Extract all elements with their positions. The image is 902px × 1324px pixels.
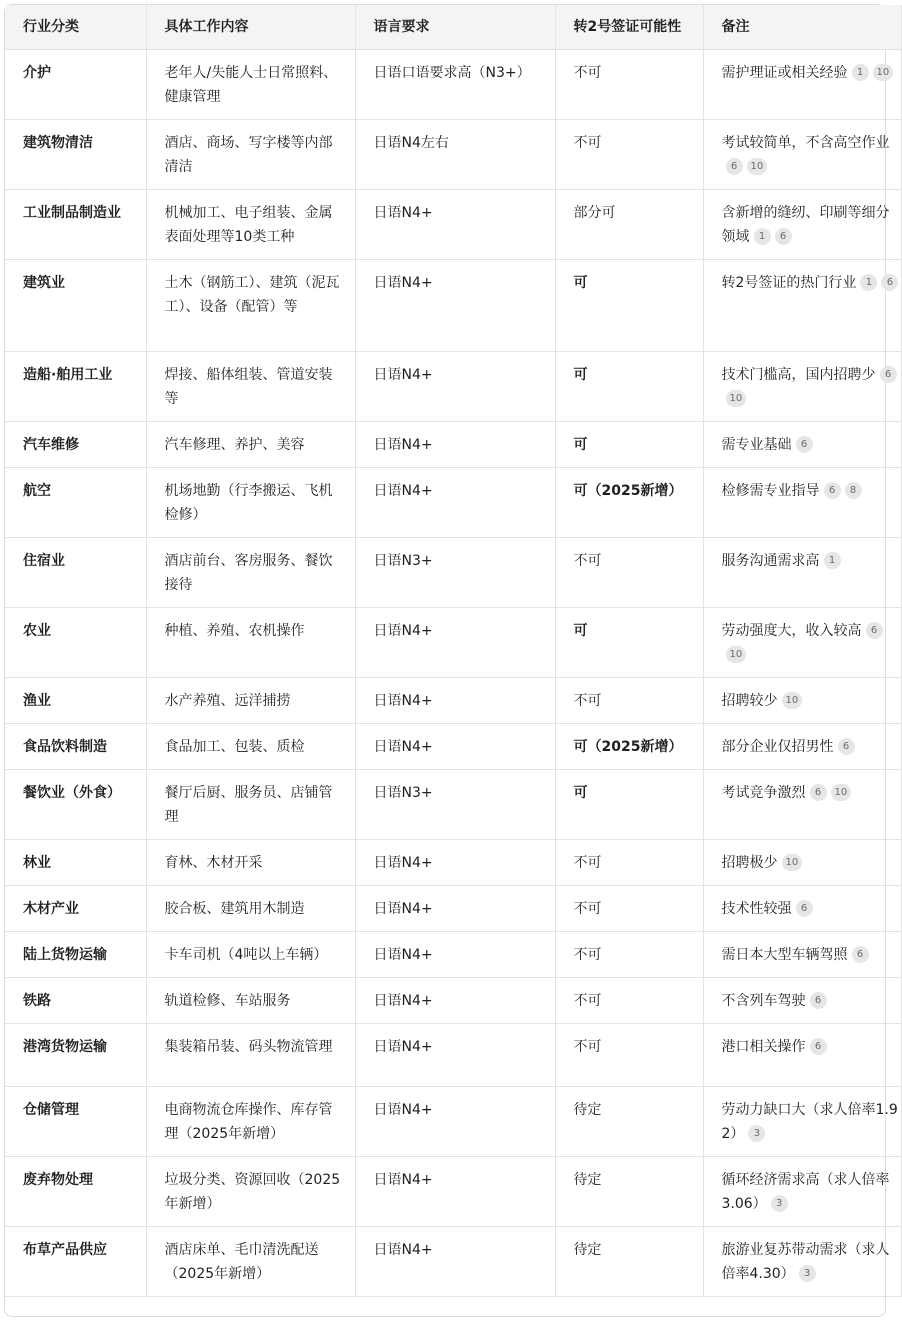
cell-language: 日语N4+ bbox=[355, 724, 555, 770]
cell-transfer: 待定 bbox=[555, 1087, 703, 1157]
cell-transfer: 不可 bbox=[555, 678, 703, 724]
cell-transfer: 可 bbox=[555, 770, 703, 840]
cell-industry: 食品饮料制造 bbox=[5, 724, 146, 770]
cell-note bbox=[703, 724, 901, 770]
cell-note bbox=[703, 886, 901, 932]
table-row bbox=[5, 1024, 901, 1087]
cell-language: 日语N4+ bbox=[355, 352, 555, 422]
cell-language: 日语口语要求高（N3+） bbox=[355, 50, 555, 120]
cell-transfer: 不可 bbox=[555, 538, 703, 608]
cell-content: 胶合板、建筑用木制造 bbox=[146, 886, 355, 932]
cell-note bbox=[703, 190, 901, 260]
cell-note bbox=[703, 678, 901, 724]
cell-note bbox=[703, 260, 901, 352]
column-header-industry: 行业分类 bbox=[5, 5, 146, 50]
cell-language: 日语N4+ bbox=[355, 468, 555, 538]
citation-badge[interactable]: 6 bbox=[880, 366, 897, 383]
cell-note bbox=[703, 978, 901, 1024]
table-row bbox=[5, 724, 901, 770]
cell-transfer: 可（2025新增） bbox=[555, 468, 703, 538]
cell-note bbox=[703, 932, 901, 978]
citation-badge[interactable]: 10 bbox=[747, 158, 768, 175]
cell-content: 酒店、商场、写字楼等内部清洁 bbox=[146, 120, 355, 190]
cell-language: 日语N3+ bbox=[355, 770, 555, 840]
table-row bbox=[5, 422, 901, 468]
citation-badge[interactable]: 3 bbox=[799, 1265, 816, 1282]
cell-language: 日语N4+ bbox=[355, 260, 555, 352]
cell-industry: 农业 bbox=[5, 608, 146, 678]
note-text: 旅游业复苏带动需求（求人倍率4.30） bbox=[721, 1242, 890, 1282]
note-text: 需专业基础 bbox=[721, 437, 792, 453]
note-text: 服务沟通需求高 bbox=[721, 553, 820, 569]
cell-language: 日语N4+ bbox=[355, 608, 555, 678]
note-text: 考试竞争激烈 bbox=[721, 785, 806, 801]
table-row bbox=[5, 50, 901, 120]
cell-language: 日语N4+ bbox=[355, 190, 555, 260]
citation-badge[interactable]: 3 bbox=[748, 1125, 765, 1142]
cell-industry: 餐饮业（外食） bbox=[5, 770, 146, 840]
citation-badge[interactable]: 8 bbox=[845, 482, 862, 499]
note-text: 需护理证或相关经验 bbox=[721, 65, 848, 81]
cell-language: 日语N4+ bbox=[355, 1024, 555, 1087]
cell-language: 日语N4+ bbox=[355, 1227, 555, 1297]
cell-content: 电商物流仓库操作、库存管理（2025年新增） bbox=[146, 1087, 355, 1157]
cell-content: 轨道检修、车站服务 bbox=[146, 978, 355, 1024]
cell-content: 焊接、船体组装、管道安装等 bbox=[146, 352, 355, 422]
citation-badge[interactable]: 6 bbox=[775, 228, 792, 245]
cell-industry: 建筑物清洁 bbox=[5, 120, 146, 190]
note-text: 需日本大型车辆驾照 bbox=[721, 947, 848, 963]
cell-note bbox=[703, 120, 901, 190]
cell-industry: 陆上货物运输 bbox=[5, 932, 146, 978]
cell-industry: 仓储管理 bbox=[5, 1087, 146, 1157]
table-row bbox=[5, 1087, 901, 1157]
table-header-row bbox=[5, 5, 901, 50]
cell-transfer: 不可 bbox=[555, 886, 703, 932]
cell-content: 酒店前台、客房服务、餐饮接待 bbox=[146, 538, 355, 608]
citation-badge[interactable]: 6 bbox=[810, 784, 827, 801]
note-text: 港口相关操作 bbox=[721, 1039, 806, 1055]
cell-note bbox=[703, 50, 901, 120]
cell-content: 机场地勤（行李搬运、飞机检修） bbox=[146, 468, 355, 538]
cell-industry: 渔业 bbox=[5, 678, 146, 724]
table-row bbox=[5, 1157, 901, 1227]
note-text: 部分企业仅招男性 bbox=[721, 739, 834, 755]
table-row bbox=[5, 190, 901, 260]
column-header-language: 语言要求 bbox=[355, 5, 555, 50]
cell-content: 垃圾分类、资源回收（2025年新增） bbox=[146, 1157, 355, 1227]
note-text: 劳动力缺口大（求人倍率1.92） bbox=[721, 1102, 898, 1142]
cell-industry: 林业 bbox=[5, 840, 146, 886]
citation-badge[interactable]: 10 bbox=[873, 64, 894, 81]
cell-language: 日语N4+ bbox=[355, 1157, 555, 1227]
citation-badge[interactable]: 10 bbox=[782, 854, 803, 871]
cell-language: 日语N4+ bbox=[355, 422, 555, 468]
cell-content: 老年人/失能人士日常照料、健康管理 bbox=[146, 50, 355, 120]
cell-industry: 航空 bbox=[5, 468, 146, 538]
cell-transfer: 待定 bbox=[555, 1157, 703, 1227]
note-text: 技术性较强 bbox=[721, 901, 792, 917]
cell-transfer: 不可 bbox=[555, 932, 703, 978]
cell-content: 餐厅后厨、服务员、店铺管理 bbox=[146, 770, 355, 840]
cell-transfer: 可 bbox=[555, 260, 703, 352]
citation-badge[interactable]: 1 bbox=[824, 552, 841, 569]
citation-badge[interactable]: 6 bbox=[796, 900, 813, 917]
citation-badge[interactable]: 10 bbox=[726, 646, 747, 663]
table-row bbox=[5, 608, 901, 678]
column-header-transfer: 转2号签证可能性 bbox=[555, 5, 703, 50]
cell-content: 育林、木材开采 bbox=[146, 840, 355, 886]
cell-note bbox=[703, 1024, 901, 1087]
cell-transfer: 可 bbox=[555, 352, 703, 422]
table-row bbox=[5, 978, 901, 1024]
cell-note bbox=[703, 468, 901, 538]
cell-transfer: 部分可 bbox=[555, 190, 703, 260]
cell-note bbox=[703, 1227, 901, 1297]
citation-badge[interactable]: 6 bbox=[852, 946, 869, 963]
table-row bbox=[5, 770, 901, 840]
cell-industry: 介护 bbox=[5, 50, 146, 120]
cell-industry: 造船·舶用工业 bbox=[5, 352, 146, 422]
cell-note bbox=[703, 1087, 901, 1157]
cell-language: 日语N4+ bbox=[355, 978, 555, 1024]
citation-badge[interactable]: 6 bbox=[810, 992, 827, 1009]
cell-note bbox=[703, 608, 901, 678]
cell-language: 日语N4左右 bbox=[355, 120, 555, 190]
citation-badge[interactable]: 10 bbox=[782, 692, 803, 709]
table-row bbox=[5, 260, 901, 352]
cell-content: 机械加工、电子组装、金属表面处理等10类工种 bbox=[146, 190, 355, 260]
cell-language: 日语N3+ bbox=[355, 538, 555, 608]
column-header-content: 具体工作内容 bbox=[146, 5, 355, 50]
table-body bbox=[5, 50, 901, 1297]
cell-industry: 废弃物处理 bbox=[5, 1157, 146, 1227]
cell-note bbox=[703, 538, 901, 608]
cell-industry: 住宿业 bbox=[5, 538, 146, 608]
table-row bbox=[5, 678, 901, 724]
citation-badge[interactable]: 1 bbox=[852, 64, 869, 81]
cell-content: 水产养殖、远洋捕捞 bbox=[146, 678, 355, 724]
cell-transfer: 不可 bbox=[555, 840, 703, 886]
note-text: 不含列车驾驶 bbox=[721, 993, 806, 1009]
citation-badge[interactable]: 6 bbox=[726, 158, 743, 175]
citation-badge[interactable]: 1 bbox=[754, 228, 771, 245]
citation-badge[interactable]: 6 bbox=[838, 738, 855, 755]
note-text: 招聘极少 bbox=[721, 855, 778, 871]
cell-content: 卡车司机（4吨以上车辆） bbox=[146, 932, 355, 978]
cell-transfer: 可 bbox=[555, 422, 703, 468]
cell-note bbox=[703, 840, 901, 886]
industry-table bbox=[5, 5, 902, 1297]
cell-transfer: 不可 bbox=[555, 50, 703, 120]
citation-badge[interactable]: 6 bbox=[796, 436, 813, 453]
cell-transfer: 不可 bbox=[555, 978, 703, 1024]
table-row bbox=[5, 840, 901, 886]
note-text: 招聘较少 bbox=[721, 693, 778, 709]
citation-badge[interactable]: 10 bbox=[831, 784, 852, 801]
cell-industry: 工业制品制造业 bbox=[5, 190, 146, 260]
cell-content: 集装箱吊装、码头物流管理 bbox=[146, 1024, 355, 1087]
table-row bbox=[5, 932, 901, 978]
citation-badge[interactable]: 1 bbox=[860, 274, 877, 291]
table-row bbox=[5, 886, 901, 932]
citation-badge[interactable]: 6 bbox=[824, 482, 841, 499]
cell-industry: 港湾货物运输 bbox=[5, 1024, 146, 1087]
cell-transfer: 不可 bbox=[555, 120, 703, 190]
citation-badge[interactable]: 3 bbox=[771, 1195, 788, 1212]
cell-content: 种植、养殖、农机操作 bbox=[146, 608, 355, 678]
cell-industry: 布草产品供应 bbox=[5, 1227, 146, 1297]
cell-content: 汽车修理、养护、美容 bbox=[146, 422, 355, 468]
cell-industry: 铁路 bbox=[5, 978, 146, 1024]
table-row bbox=[5, 468, 901, 538]
note-text: 考试较简单，不含高空作业 bbox=[721, 135, 890, 151]
column-header-note: 备注 bbox=[703, 5, 901, 50]
table-row bbox=[5, 352, 901, 422]
cell-note bbox=[703, 770, 901, 840]
cell-industry: 木材产业 bbox=[5, 886, 146, 932]
cell-note bbox=[703, 352, 901, 422]
cell-industry: 建筑业 bbox=[5, 260, 146, 352]
table-row bbox=[5, 1227, 901, 1297]
note-text: 劳动强度大，收入较高 bbox=[721, 623, 862, 639]
citation-badge[interactable]: 10 bbox=[726, 390, 747, 407]
cell-content: 酒店床单、毛巾清洗配送（2025年新增） bbox=[146, 1227, 355, 1297]
note-text: 转2号签证的热门行业 bbox=[721, 275, 857, 291]
cell-language: 日语N4+ bbox=[355, 1087, 555, 1157]
cell-language: 日语N4+ bbox=[355, 678, 555, 724]
cell-transfer: 可（2025新增） bbox=[555, 724, 703, 770]
table-row bbox=[5, 538, 901, 608]
citation-badge[interactable]: 6 bbox=[810, 1038, 827, 1055]
citation-badge[interactable]: 6 bbox=[881, 274, 898, 291]
cell-note bbox=[703, 422, 901, 468]
note-text: 循环经济需求高（求人倍率3.06） bbox=[721, 1172, 890, 1212]
cell-transfer: 可 bbox=[555, 608, 703, 678]
cell-language: 日语N4+ bbox=[355, 932, 555, 978]
note-text: 技术门槛高，国内招聘少 bbox=[721, 367, 876, 383]
cell-content: 食品加工、包装、质检 bbox=[146, 724, 355, 770]
industry-table-container bbox=[4, 4, 898, 1317]
citation-badge[interactable]: 6 bbox=[866, 622, 883, 639]
cell-transfer: 不可 bbox=[555, 1024, 703, 1087]
cell-content: 土木（钢筋工）、建筑（泥瓦工）、设备（配管）等 bbox=[146, 260, 355, 352]
cell-transfer: 待定 bbox=[555, 1227, 703, 1297]
cell-language: 日语N4+ bbox=[355, 840, 555, 886]
table-row bbox=[5, 120, 901, 190]
cell-note bbox=[703, 1157, 901, 1227]
cell-industry: 汽车维修 bbox=[5, 422, 146, 468]
note-text: 检修需专业指导 bbox=[721, 483, 820, 499]
cell-language: 日语N4+ bbox=[355, 886, 555, 932]
note-text: 含新增的缝纫、印刷等细分领域 bbox=[721, 205, 890, 245]
